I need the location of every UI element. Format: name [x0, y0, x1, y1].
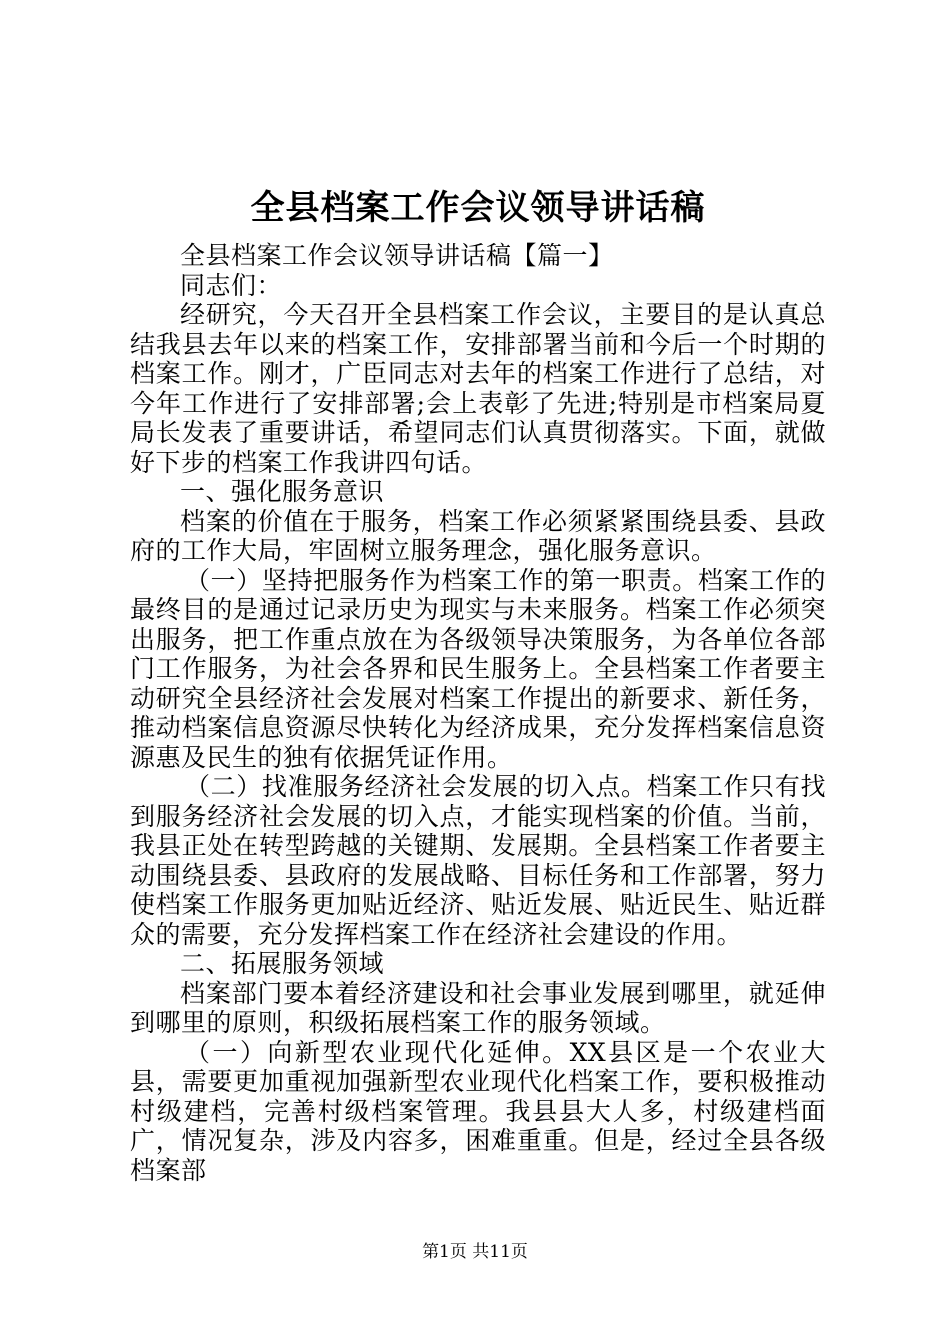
body-paragraph: （一）向新型农业现代化延伸。XX县区是一个农业大县，需要更加重视加强新型农业现代化档案工作，要积极推动村级建档，完善村级档案管理。我县县大人多，村级建档面广，情况复杂，涉及内容多，困难重重。但是，经过全县各级档案部 — [130, 1037, 826, 1185]
body-paragraph: （一）坚持把服务作为档案工作的第一职责。档案工作的最终目的是通过记录历史为现实与未来服务。档案工作必须突出服务，把工作重点放在为各级领导决策服务，为各单位各部门工作服务，为社会各界和民生服务上。全县档案工作者要主动研究全县经济社会发展对档案工作提出的新要求、新任务，推动档案信息资源尽快转化为经济成果，充分发挥档案信息资源惠及民生的独有依据凭证作用。 — [130, 565, 826, 772]
body-paragraph: 档案的价值在于服务，档案工作必须紧紧围绕县委、县政府的工作大局，牢固树立服务理念，强化服务意识。 — [130, 506, 826, 565]
document-title: 全县档案工作会议领导讲话稿 — [250, 188, 706, 228]
salutation: 同志们： — [180, 270, 283, 300]
section-heading: 二、拓展服务领域 — [180, 949, 385, 978]
body-paragraph: （二）找准服务经济社会发展的切入点。档案工作只有找到服务经济社会发展的切入点，才能实现档案的价值。当前，我县正处在转型跨越的关键期、发展期。全县档案工作者要主动围绕县委、县政府的发展战略、目标任务和工作部署，努力使档案工作服务更加贴近经济、贴近发展、贴近民生、贴近群众的需要，充分发挥档案工作在经济社会建设的作用。 — [130, 772, 826, 949]
section-heading: 全县档案工作会议领导讲话稿【篇一】 — [180, 241, 614, 270]
body-paragraph: 经研究，今天召开全县档案工作会议，主要目的是认真总结我县去年以来的档案工作，安排部署当前和今后一个时期的档案工作。刚才，广臣同志对去年的档案工作进行了总结，对今年工作进行了安排部署;会上表彰了先进;特别是市档案局夏局长发表了重要讲话，希望同志们认真贯彻落实。下面，就做好下步的档案工作我讲四句话。 — [130, 300, 826, 477]
page-footer: 第1页 共11页 — [422, 1242, 528, 1262]
body-paragraph: 档案部门要本着经济建设和社会事业发展到哪里，就延伸到哪里的原则，积级拓展档案工作的服务领域。 — [130, 978, 826, 1037]
section-heading: 一、强化服务意识 — [180, 477, 385, 506]
